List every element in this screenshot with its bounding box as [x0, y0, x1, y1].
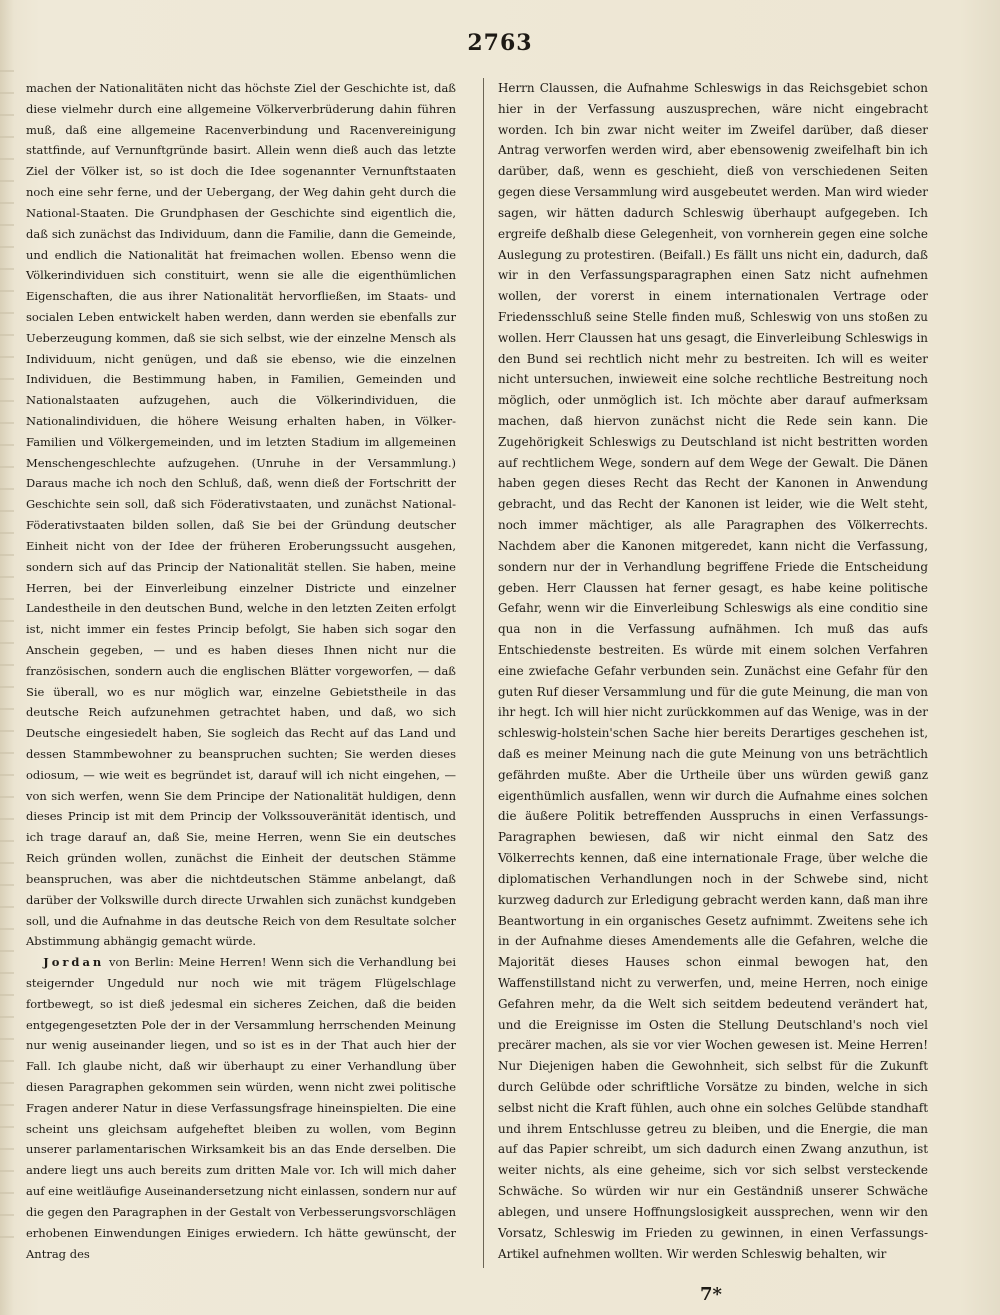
column-divider	[483, 78, 484, 1268]
right-column	[498, 78, 928, 1264]
speaker-name: Jordan	[43, 955, 105, 970]
right-paragraph: Herrn Claussen, die Aufnahme Schleswigs in das Reichsgebiet schon hier in der Verfassung auszusprechen, wäre nicht eingebracht worden. Ich bin zwar nicht weiter im Zweifel darüber, daß dieser Antrag verworfen werden wird, aber ebensowenig zweifelhaft bin ich darüber, daß, wenn es geschieht, dieß von verschiedenen Seiten gegen diese Versammlung wird ausgebeutet werden. Man wird wieder sagen, wir hätten dadurch Schleswig überhaupt aufgegeben. Ich ergreife deßhalb diese Gelegenheit, von vornherein gegen eine solche Auslegung zu protestiren. (Beifall.) Es fällt uns nicht ein, dadurch, daß wir in den Verfassungsparagraphen einen Satz nicht aufnehmen wollen, der vorerst in einem internationalen Vertrage oder Friedensschluß seine Stelle finden muß, Schleswig von uns stoßen zu wollen. Herr Claussen hat uns gesagt, die Einverleibung Schleswigs in den Bund sei rechtlich nicht mehr zu bestreiten. Ich will es weiter nicht untersuchen, inwieweit eine solche rechtliche Bestreitung noch möglich, oder unmöglich ist. Ich möchte aber darauf aufmerksam machen, daß hiervon zunächst nicht die Rede sein kann. Die Zugehörigkeit Schleswigs zu Deutschland ist nicht bestritten worden auf rechtlichem Wege, sondern auf dem Wege der Gewalt. Die Dänen haben gegen dieses Recht das Recht der Kanonen in Anwendung gebracht, und das Recht der Kanonen ist leider, wie die Welt steht, noch immer mächtiger, als alle Paragraphen des Völkerrechts. Nachdem aber die Kanonen mitgeredet, kann nicht die Verfassung, sondern nur der in Verhandlung begriffene Friede die Entscheidung geben. Herr Claussen hat ferner gesagt, es habe keine politische Gefahr, wenn wir die Einverleibung Schleswigs als eine conditio sine qua non in die Verfassung aufnähmen. Ich muß das aufs Entschiedenste bestreiten. Es würde mit einem solchen Verfahren eine zwiefache Gefahr verbunden sein. Zunächst eine Gefahr für den guten Ruf dieser Versammlung und für die gute Meinung, die man von ihr hegt. Ich will hier nicht zurückkommen auf das Wenige, was in der schleswig-holstein'schen Sache hier bereits Derartiges geschehen ist, daß es meiner Meinung nach die gute Meinung von uns beträchtlich gefährden mußte. Aber die Urtheile über uns würden gewiß ganz eigenthümlich ausfallen, wenn wir durch die Aufnahme eines solchen die äußere Politik betreffenden Ausspruchs in einen Verfassungs-Paragraphen bewiesen, daß wir nicht einmal den Satz des Völkerrechts kennen, daß eine internationale Frage, über welche die diplomatischen Verhandlungen noch in der Schwebe sind, nicht kurzweg dadurch zur Erledigung gebracht werden kann, daß man ihre Beantwortung in ein organisches Gesetz aufnimmt. Zweitens sehe ich in der Aufnahme dieses Amendements alle die Gefahren, welche die Majorität dieses Hauses schon einmal bewogen hat, den Waffenstillstand nicht zu verwerfen, und, meine Herren, noch einige Gefahren mehr, da die Welt sich seitdem bedeutend verändert hat, und die Ereignisse im Osten die Stellung Deutschland's noch viel precärer machen, als sie vor vier Wochen gewesen ist. Meine Herren! Nur Diejenigen haben die Gewohnheit, sich selbst für die Zukunft durch Gelübde oder schriftliche Vorsätze zu binden, welche in sich selbst nicht die Kraft fühlen, auch ohne ein solches Gelübde standhaft und ihrem Entschlusse getreu zu bleiben, und die Energie, die man auf das Papier schreibt, um sich dadurch einen Zwang anzuthun, ist weiter nichts, als eine geheime, sich vor sich selbst versteckende Schwäche. So würden wir nur ein Geständniß unserer Schwäche ablegen, und unsere Hoffnungslosigkeit aussprechen, wenn wir den Vorsatz, Schleswig im Frieden zu gewinnen, in einen Verfassungs-Artikel aufnehmen wollten. Wir werden Schleswig behalten, wir	[498, 81, 928, 1261]
binding-gutter	[0, 70, 14, 1250]
speech-text: von Berlin: Meine Herren! Wenn sich die Verhandlung bei steigernder Ungeduld nur noch wie mit trägem Flügelschlage fortbewegt, so ist dieß jedesmal ein sicheres Zeichen, daß die beiden entgegengesetzten Pole der in der Versammlung herrschenden Meinung nur wenig auseinander liegen, und so ist es in der That auch hier der Fall. Ich glaube nicht, daß wir überhaupt zu einer Verhandlung über diesen Paragraphen gekommen sein würden, wenn nicht zwei politische Fragen anderer Natur in diese Verfassungsfrage hineinspielten. Die eine scheint uns gleichsam aufgeheftet bleiben zu wollen, vom Beginn unserer parlamentarischen Wirksamkeit bis an das Ende derselben. Die andere liegt uns auch bereits zum dritten Male vor. Ich will mich daher auf eine weitläufige Auseinandersetzung nicht einlassen, sondern nur auf die gegen den Paragraphen in der Gestalt von Verbesserungsvorschlägen erhobenen Einwendungen Einiges erwiedern. Ich hätte gewünscht, der Antrag des	[26, 955, 456, 1261]
left-paragraph-continuation: machen der Nationalitäten nicht das höchste Ziel der Geschichte ist, daß diese vielmehr durch eine allgemeine Völkerverbrüderung dahin führen muß, daß eine allgemeine Racenverbindung und Racenvereinigung stattfinde, auf Vernunftgründe basirt. Allein wenn dieß auch das letzte Ziel der Völker ist, so ist doch die Idee sogenannter Vernunftstaaten noch eine sehr ferne, und der Uebergang, der Weg dahin geht durch die National-Staaten. Die Grundphasen der Geschichte sind eigentlich die, daß sich zunächst das Individuum, dann die Familie, dann die Gemeinde, und endlich die Nationalität hat freimachen wollen. Ebenso wenn die Völkerindividuen sich constituirt, wenn sie alle die eigenthümlichen Eigenschaften, die aus ihrer Nationalität hervorfließen, im Staats- und socialen Leben entwickelt haben werden, dann werden sie ebenfalls zur Ueberzeugung kommen, daß sie sich selbst, wie der einzelne Mensch als Individuum, nicht genügen, und daß sie ebenso, wie die einzelnen Individuen, die Bestimmung haben, in Familien, Gemeinden und Nationalstaaten aufzugehen, auch die Völkerindividuen, die Nationalindividuen, die höhere Weisung erhalten haben, in Völker-Familien und Völkergemeinden, und im letzten Stadium im allgemeinen Menschengeschlechte aufzugehen. (Unruhe in der Versammlung.) Daraus mache ich noch den Schluß, daß, wenn dieß der Fortschritt der Geschichte sein soll, daß sich Föderativstaaten, und zunächst National-Föderativstaaten bilden sollen, daß Sie bei der Gründung deutscher Einheit nicht von der Idee der früheren Eroberungssucht ausgehen, sondern sich auf das Princip der Nationalität stellen. Sie haben, meine Herren, bei der Einverleibung einzelner Districte und einzelner Landestheile in den deutschen Bund, welche in den letzten Zeiten erfolgt ist, nicht immer ein festes Princip befolgt, Sie haben sich sogar den Anschein gegeben, — und es haben dieses Ihnen nicht nur die französischen, sondern auch die englischen Blätter vorgeworfen, — daß Sie überall, wo es nur möglich war, einzelne Gebietstheile in das deutsche Reich aufzunehmen getrachtet haben, und daß, wo sich Deutsche eingesiedelt haben, Sie sogleich das Recht auf das Land und dessen Stammbewohner zu beanspruchen suchten; Sie werden dieses odiosum, — wie weit es begründet ist, darauf will ich nicht eingehen, — von sich werfen, wenn Sie dem Principe der Nationalität huldigen, denn dieses Princip ist mit dem Princip der Volkssouveränität identisch, und ich trage darauf an, daß Sie, meine Herren, wenn Sie ein deutsches Reich gründen wollen, zunächst die Einheit der deutschen Stämme beanspruchen, was aber die nichtdeutschen Stämme anbelangt, daß darüber der Volkswille durch directe Urwahlen sich zunächst kundgeben soll, und die Aufnahme in das deutsche Reich von dem Resultate solcher Abstimmung abhängig gemacht würde.	[26, 81, 456, 949]
page-number: 2763	[467, 30, 533, 56]
left-column	[26, 78, 456, 1264]
left-paragraph-jordan	[26, 952, 456, 1264]
signature-mark: 7*	[700, 1284, 722, 1305]
